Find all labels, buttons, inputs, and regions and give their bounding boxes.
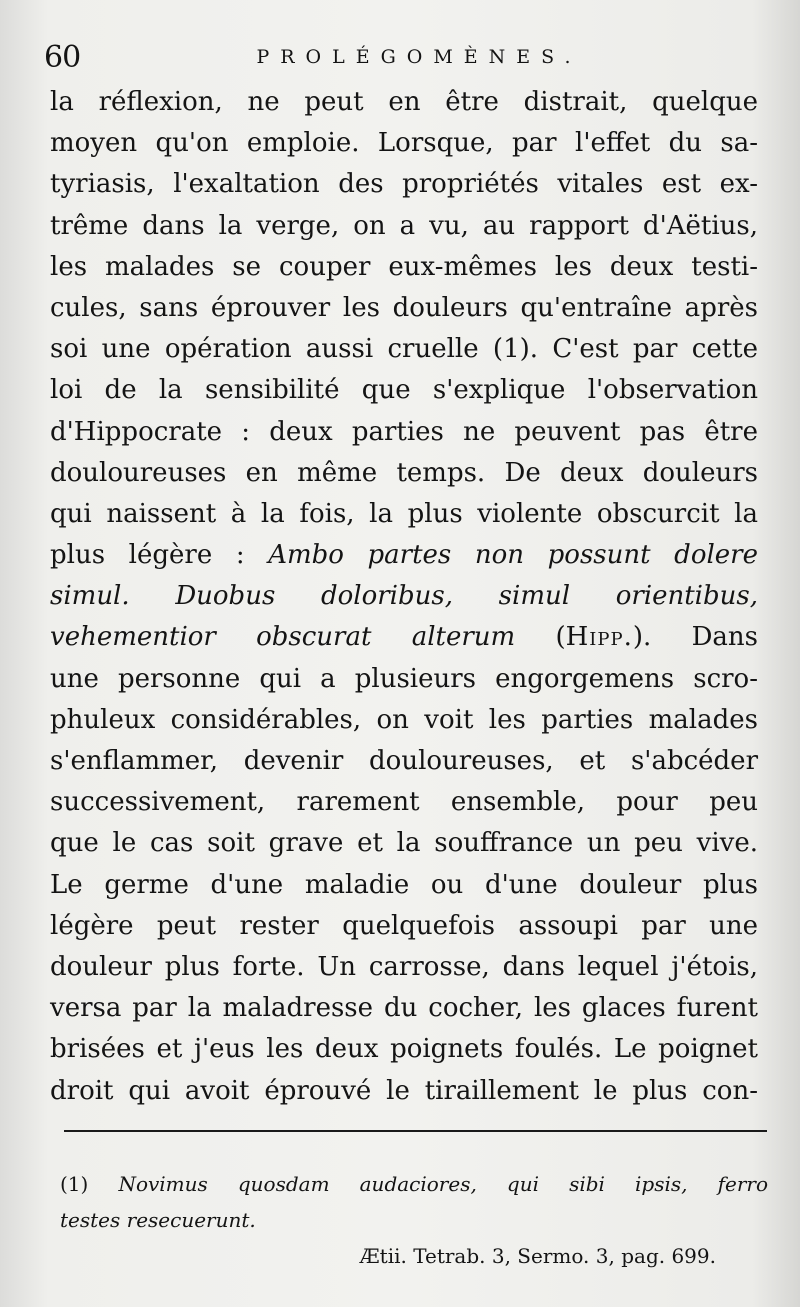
text-line: versa par la maladresse du cocher, les glaces furent (50, 993, 758, 1024)
latin-quote: simul. Duobus doloribus, simul orientibus, (50, 581, 758, 612)
text-line: légère peut rester quelquefois assoupi par une (50, 910, 758, 941)
text-line: les malades se couper eux-mêmes les deux testi- (50, 251, 758, 282)
text-line: droit qui avoit éprouvé le tiraillement le plus con- (50, 1075, 758, 1106)
text-line: douleur plus forte. Un carrosse, dans lequel j'étois, (50, 951, 758, 982)
page-header (44, 38, 764, 82)
text-line: cules, sans éprouver les douleurs qu'entraîne après (50, 292, 758, 323)
text-line: brisées et j'eus les deux poignets foulés. Le poignet (50, 1034, 758, 1065)
text-line (50, 576, 758, 617)
latin-quote: vehementior obscurat alterum (50, 622, 516, 653)
text-line: que le cas soit grave et la souffrance un peu vive. (50, 828, 758, 859)
text-line: douloureuses en même temps. De deux douleurs (50, 457, 758, 488)
text-line: successivement, rarement ensemble, pour peu (50, 787, 758, 818)
text-line: qui naissent à la fois, la plus violente obscurcit la (50, 498, 758, 529)
text-line: phuleux considérables, on voit les parties malades (50, 704, 758, 735)
footnote-line: testes resecuerunt. (60, 1208, 256, 1232)
author-reference: Hipp. (565, 622, 633, 653)
text-line: soi une opération aussi cruelle (1). C'est par cette (50, 334, 758, 365)
footnote-quote: Novimus quosdam audaciores, qui sibi ipsis, ferro (118, 1172, 768, 1196)
text-line: une personne qui a plusieurs engorgemens scro- (50, 663, 758, 694)
footnote-line (60, 1166, 768, 1202)
text-line: s'enflammer, devenir douloureuses, et s'abcéder (50, 746, 758, 776)
text-line: tyriasis, l'exaltation des propriétés vitales est ex- (50, 169, 758, 200)
text-roman: ). Dans (632, 622, 759, 653)
footnote (60, 1166, 768, 1274)
text-line: trême dans la verge, on a vu, au rapport d'Aëtius, (50, 210, 758, 241)
footnote-divider (64, 1130, 767, 1132)
text-line: loi de la sensibilité que s'explique l'observation (50, 375, 758, 406)
page-number: 60 (44, 40, 81, 75)
text-line (50, 535, 758, 576)
running-title: PROLÉGOMÈNES. (256, 46, 582, 68)
latin-quote: Ambo partes non possunt dolere (268, 540, 758, 571)
text-roman: ( (515, 622, 566, 653)
text-line: Le germe d'une maladie ou d'une douleur plus (50, 869, 758, 900)
text-roman: plus légère : (50, 540, 269, 571)
footnote-citation: Ætii. Tetrab. 3, Sermo. 3, pag. 699. (359, 1244, 716, 1268)
text-line: d'Hippocrate : deux parties ne peuvent pas être (50, 416, 758, 447)
footnote-number: (1) (60, 1172, 89, 1196)
body-text (50, 82, 758, 1112)
text-line: la réflexion, ne peut en être distrait, quelque (50, 87, 758, 117)
text-line (50, 617, 758, 658)
text-line: moyen qu'on emploie. Lorsque, par l'effet du sa- (50, 128, 758, 159)
